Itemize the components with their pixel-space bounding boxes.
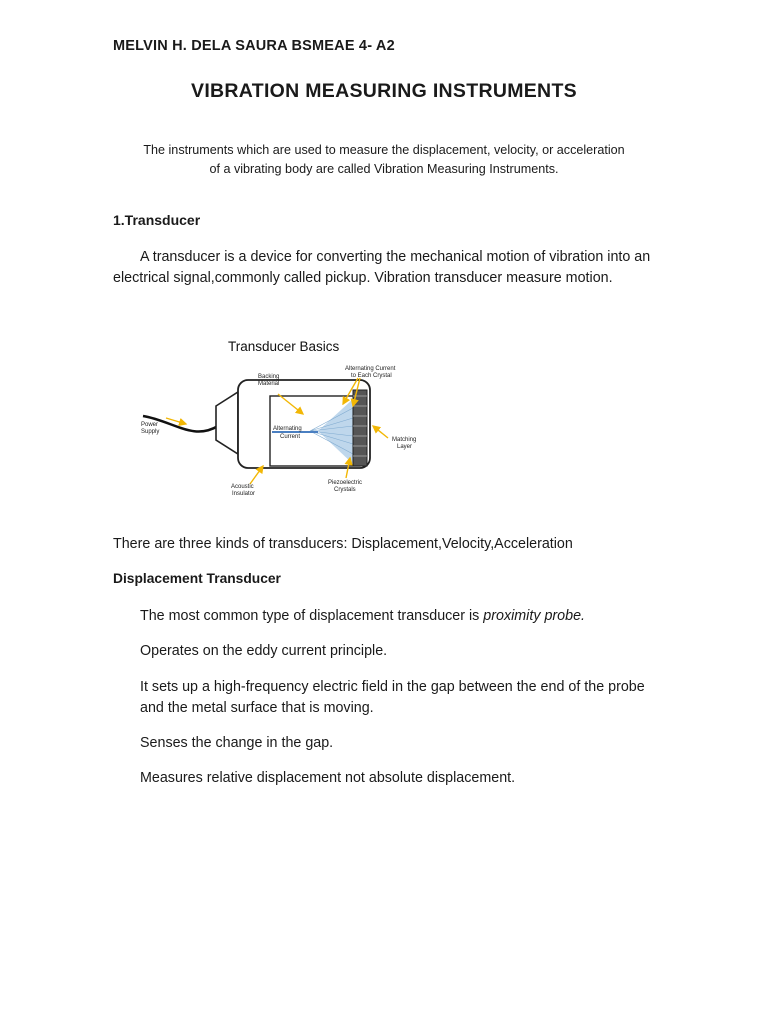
page-title: VIBRATION MEASURING INSTRUMENTS <box>191 80 577 102</box>
label-acoustic-1: Acoustic <box>231 484 254 490</box>
label-alt-each-2: to Each Crystal <box>351 373 392 379</box>
label-matching-2: Layer <box>397 444 413 450</box>
displacement-point-3: It sets up a high-frequency electric field in the gap between the end of the probe and the metal surface that is moving. <box>140 679 645 716</box>
label-piezo-1: Piezoelectric <box>328 480 363 486</box>
acoustic-insulator-housing <box>216 392 238 454</box>
displacement-heading: Displacement Transducer <box>113 571 281 586</box>
proximity-probe-term: proximity probe. <box>483 608 585 624</box>
label-alt-current-2: Current <box>280 434 301 440</box>
transducer-paragraph <box>113 247 653 289</box>
label-backing-1: Backing <box>258 374 280 380</box>
label-power-2: Supply <box>141 429 160 435</box>
author-line: MELVIN H. DELA SAURA BSMEAE 4- A2 <box>113 38 395 54</box>
intro-paragraph <box>100 141 668 179</box>
label-matching-1: Matching <box>392 437 417 443</box>
intro-line-1: The instruments which are used to measure the displacement, velocity, or acceleration <box>143 143 625 157</box>
transducer-paragraph-text: A transducer is a device for converting the mechanical motion of vibration into an electrical signal,commonly called pickup. Vibration transducer measure motion. <box>113 249 651 286</box>
label-backing-2: Material <box>258 381 280 387</box>
arrow-matching <box>373 426 388 438</box>
label-power-1: Power <box>141 422 159 428</box>
displacement-point-4: Senses the change in the gap. <box>140 735 334 751</box>
intro-line-2: of a vibrating body are called Vibration Measuring Instruments. <box>209 162 559 176</box>
transducer-basics-figure <box>138 326 418 511</box>
label-alt-each-1: Alternating Current <box>345 366 396 372</box>
figure-title: Transducer Basics <box>228 339 340 354</box>
label-acoustic-2: Insulator <box>232 491 256 497</box>
displacement-point-5: Measures relative displacement not absolute displacement. <box>140 770 516 786</box>
label-piezo-2: Crystals <box>334 487 356 493</box>
section-heading-transducer: 1.Transducer <box>113 212 201 228</box>
matching-layer <box>353 390 367 466</box>
label-alt-current-1: Alternating <box>273 426 302 432</box>
displacement-point-2: Operates on the eddy current principle. <box>140 643 388 659</box>
transducer-kinds: There are three kinds of transducers: Displacement,Velocity,Acceleration <box>113 536 573 552</box>
point-1-text: The most common type of displacement transducer is <box>140 608 484 624</box>
displacement-point-1 <box>140 606 660 627</box>
